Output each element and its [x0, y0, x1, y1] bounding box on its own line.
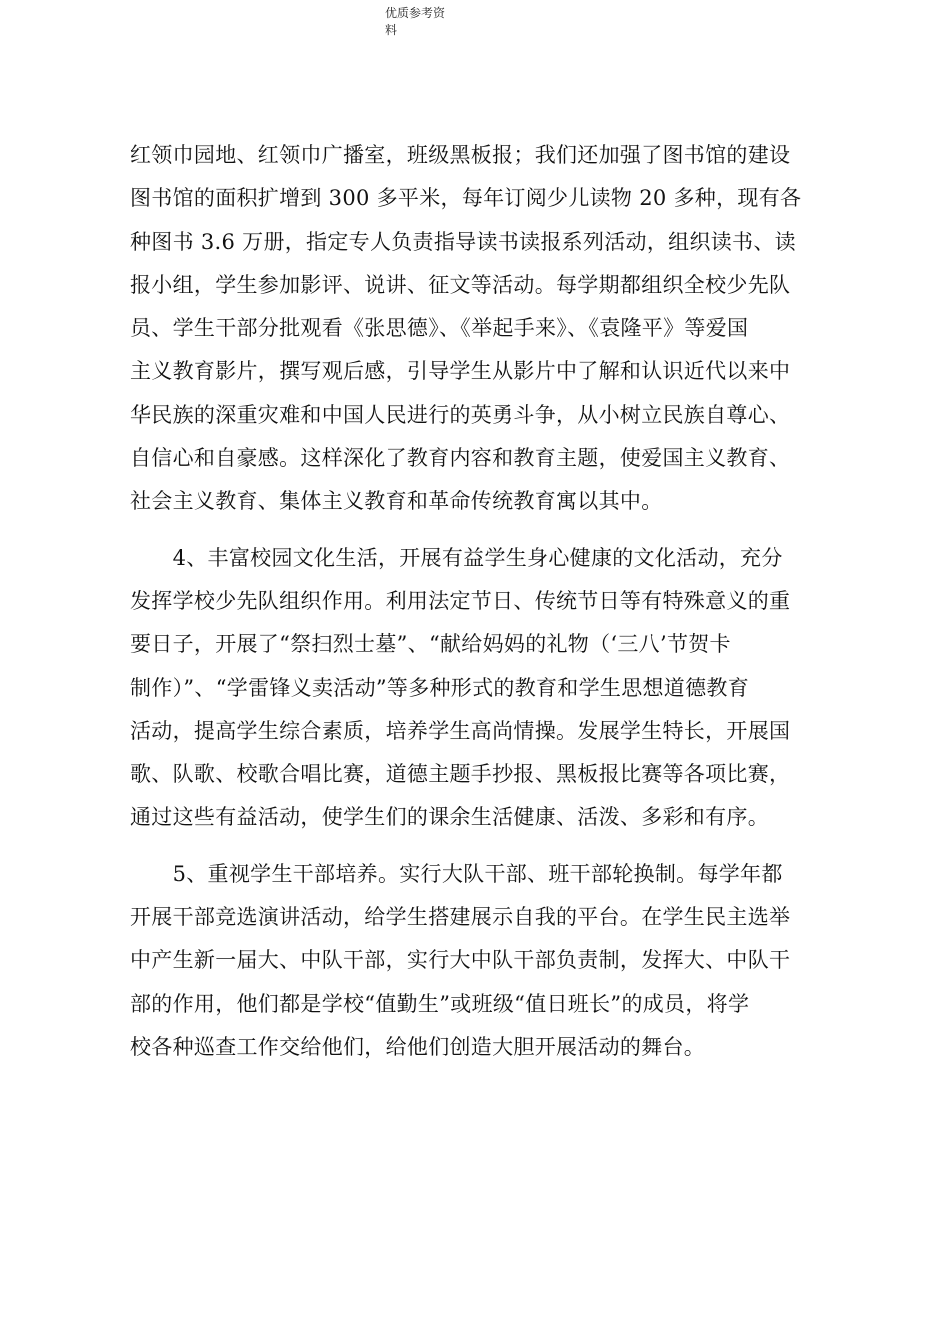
text-line: 种图书 3.6 万册，指定专人负责指导读书读报系列活动，组织读书、读 — [130, 229, 796, 254]
paragraph-gap — [130, 524, 825, 537]
text-line: 图书馆的面积扩增到 300 多平米，每年订阅少儿读物 20 多种，现有各 — [130, 186, 802, 211]
text-line: 自信心和自豪感。这样深化了教育内容和教育主题，使爱国主义教育、 — [130, 446, 791, 471]
text-line: 红领巾园地、红领巾广播室，班级黑板报；我们还加强了图书馆的建设 — [130, 143, 791, 167]
text-line: 4、丰富校园文化生活，开展有益学生身心健康的文化活动，充分 — [130, 545, 783, 570]
text-line: 华民族的深重灾难和中国人民进行的英勇斗争，从小树立民族自尊心、 — [130, 402, 791, 427]
text-line: 主义教育影片，撰写观后感，引导学生从影片中了解和认识近代以来中 — [130, 359, 791, 384]
header-line-1: 优质参考资 — [385, 6, 446, 20]
text-line: 制作）”、“学雷锋义卖活动”等多种形式的教育和学生思想道德教育 — [130, 675, 750, 700]
text-line: 员、学生干部分批观看《张思德》、《举起手来》、《袁隆平》等爱国 — [130, 316, 749, 341]
text-line: 中产生新一届大、中队干部，实行大中队干部负责制，发挥大、中队干 — [130, 948, 791, 973]
document-body — [130, 134, 825, 1069]
text-line: 活动，提高学生综合素质，培养学生高尚情操。发展学生特长，开展国 — [130, 718, 791, 743]
text-line: 报小组，学生参加影评、说讲、征文等活动。每学期都组织全校少先队 — [130, 272, 791, 297]
text-line: 发挥学校少先队组织作用。利用法定节日、传统节日等有特殊意义的重 — [130, 588, 791, 613]
text-line: 要日子，开展了“祭扫烈士墓”、“献给妈妈的礼物（‘三八’节贺卡 — [130, 632, 731, 657]
text-line: 开展干部竞选演讲活动，给学生搭建展示自我的平台。在学生民主选举 — [130, 905, 791, 930]
text-line: 歌、队歌、校歌合唱比赛，道德主题手抄报、黑板报比赛等各项比赛， — [130, 762, 791, 787]
paragraph-gap — [130, 840, 825, 853]
text-line: 校各种巡查工作交给他们，给他们创造大胆开展活动的舞台。 — [130, 1034, 706, 1059]
text-line: 通过这些有益活动，使学生们的课余生活健康、活泼、多彩和有序。 — [130, 805, 769, 830]
header-line-2: 料 — [385, 23, 398, 37]
text-line: 5、重视学生干部培养。实行大队干部、班干部轮换制。每学年都 — [130, 861, 783, 886]
text-line: 社会主义教育、集体主义教育和革命传统教育寓以其中。 — [130, 489, 663, 514]
text-line: 部的作用，他们都是学校“值勤生”或班级“值日班长”的成员，将学 — [130, 991, 750, 1016]
page-header — [385, 5, 455, 39]
